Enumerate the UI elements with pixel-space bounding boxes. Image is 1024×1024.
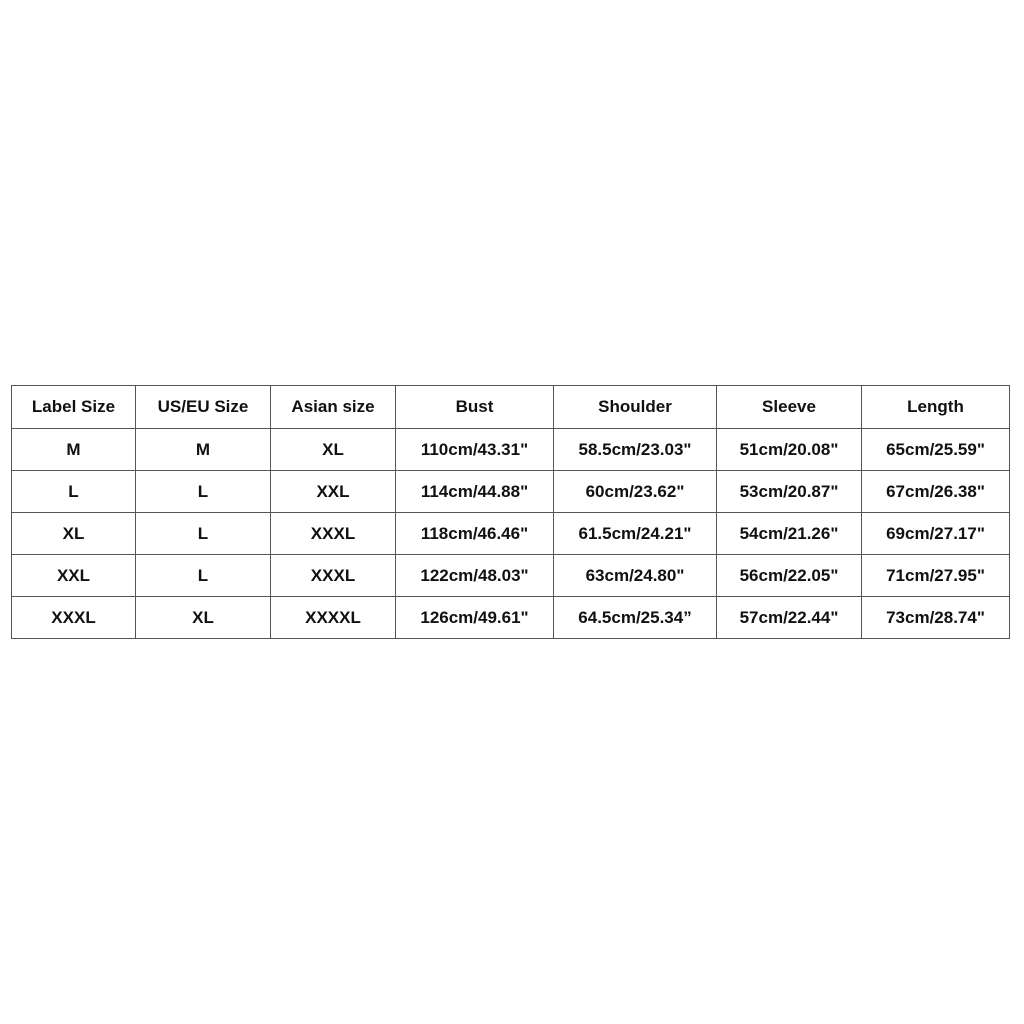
cell-label-size: L xyxy=(12,471,136,513)
cell-shoulder: 64.5cm/25.34” xyxy=(554,597,717,639)
cell-bust: 126cm/49.61" xyxy=(396,597,554,639)
cell-asian-size: XXXL xyxy=(271,513,396,555)
cell-asian-size: XL xyxy=(271,429,396,471)
table-row xyxy=(12,513,1010,555)
cell-sleeve: 51cm/20.08" xyxy=(717,429,862,471)
cell-us-eu-size: L xyxy=(136,555,271,597)
table-row xyxy=(12,471,1010,513)
cell-asian-size: XXL xyxy=(271,471,396,513)
cell-shoulder: 63cm/24.80" xyxy=(554,555,717,597)
cell-us-eu-size: M xyxy=(136,429,271,471)
cell-length: 67cm/26.38" xyxy=(862,471,1010,513)
cell-sleeve: 53cm/20.87" xyxy=(717,471,862,513)
size-chart-table xyxy=(11,385,1010,639)
cell-bust: 118cm/46.46" xyxy=(396,513,554,555)
cell-bust: 122cm/48.03" xyxy=(396,555,554,597)
header-asian-size: Asian size xyxy=(271,386,396,429)
cell-label-size: XXL xyxy=(12,555,136,597)
cell-label-size: XXXL xyxy=(12,597,136,639)
cell-shoulder: 60cm/23.62" xyxy=(554,471,717,513)
cell-length: 69cm/27.17" xyxy=(862,513,1010,555)
cell-sleeve: 56cm/22.05" xyxy=(717,555,862,597)
cell-asian-size: XXXL xyxy=(271,555,396,597)
cell-sleeve: 57cm/22.44" xyxy=(717,597,862,639)
cell-length: 65cm/25.59" xyxy=(862,429,1010,471)
table-row xyxy=(12,597,1010,639)
table-row xyxy=(12,555,1010,597)
cell-us-eu-size: L xyxy=(136,513,271,555)
cell-bust: 114cm/44.88" xyxy=(396,471,554,513)
cell-asian-size: XXXXL xyxy=(271,597,396,639)
table-row xyxy=(12,429,1010,471)
header-shoulder: Shoulder xyxy=(554,386,717,429)
cell-label-size: M xyxy=(12,429,136,471)
cell-us-eu-size: XL xyxy=(136,597,271,639)
cell-bust: 110cm/43.31" xyxy=(396,429,554,471)
header-sleeve: Sleeve xyxy=(717,386,862,429)
cell-length: 71cm/27.95" xyxy=(862,555,1010,597)
cell-us-eu-size: L xyxy=(136,471,271,513)
header-label-size: Label Size xyxy=(12,386,136,429)
header-us-eu-size: US/EU Size xyxy=(136,386,271,429)
table-header-row xyxy=(12,386,1010,429)
cell-length: 73cm/28.74" xyxy=(862,597,1010,639)
cell-shoulder: 58.5cm/23.03" xyxy=(554,429,717,471)
cell-shoulder: 61.5cm/24.21" xyxy=(554,513,717,555)
header-bust: Bust xyxy=(396,386,554,429)
header-length: Length xyxy=(862,386,1010,429)
cell-label-size: XL xyxy=(12,513,136,555)
cell-sleeve: 54cm/21.26" xyxy=(717,513,862,555)
